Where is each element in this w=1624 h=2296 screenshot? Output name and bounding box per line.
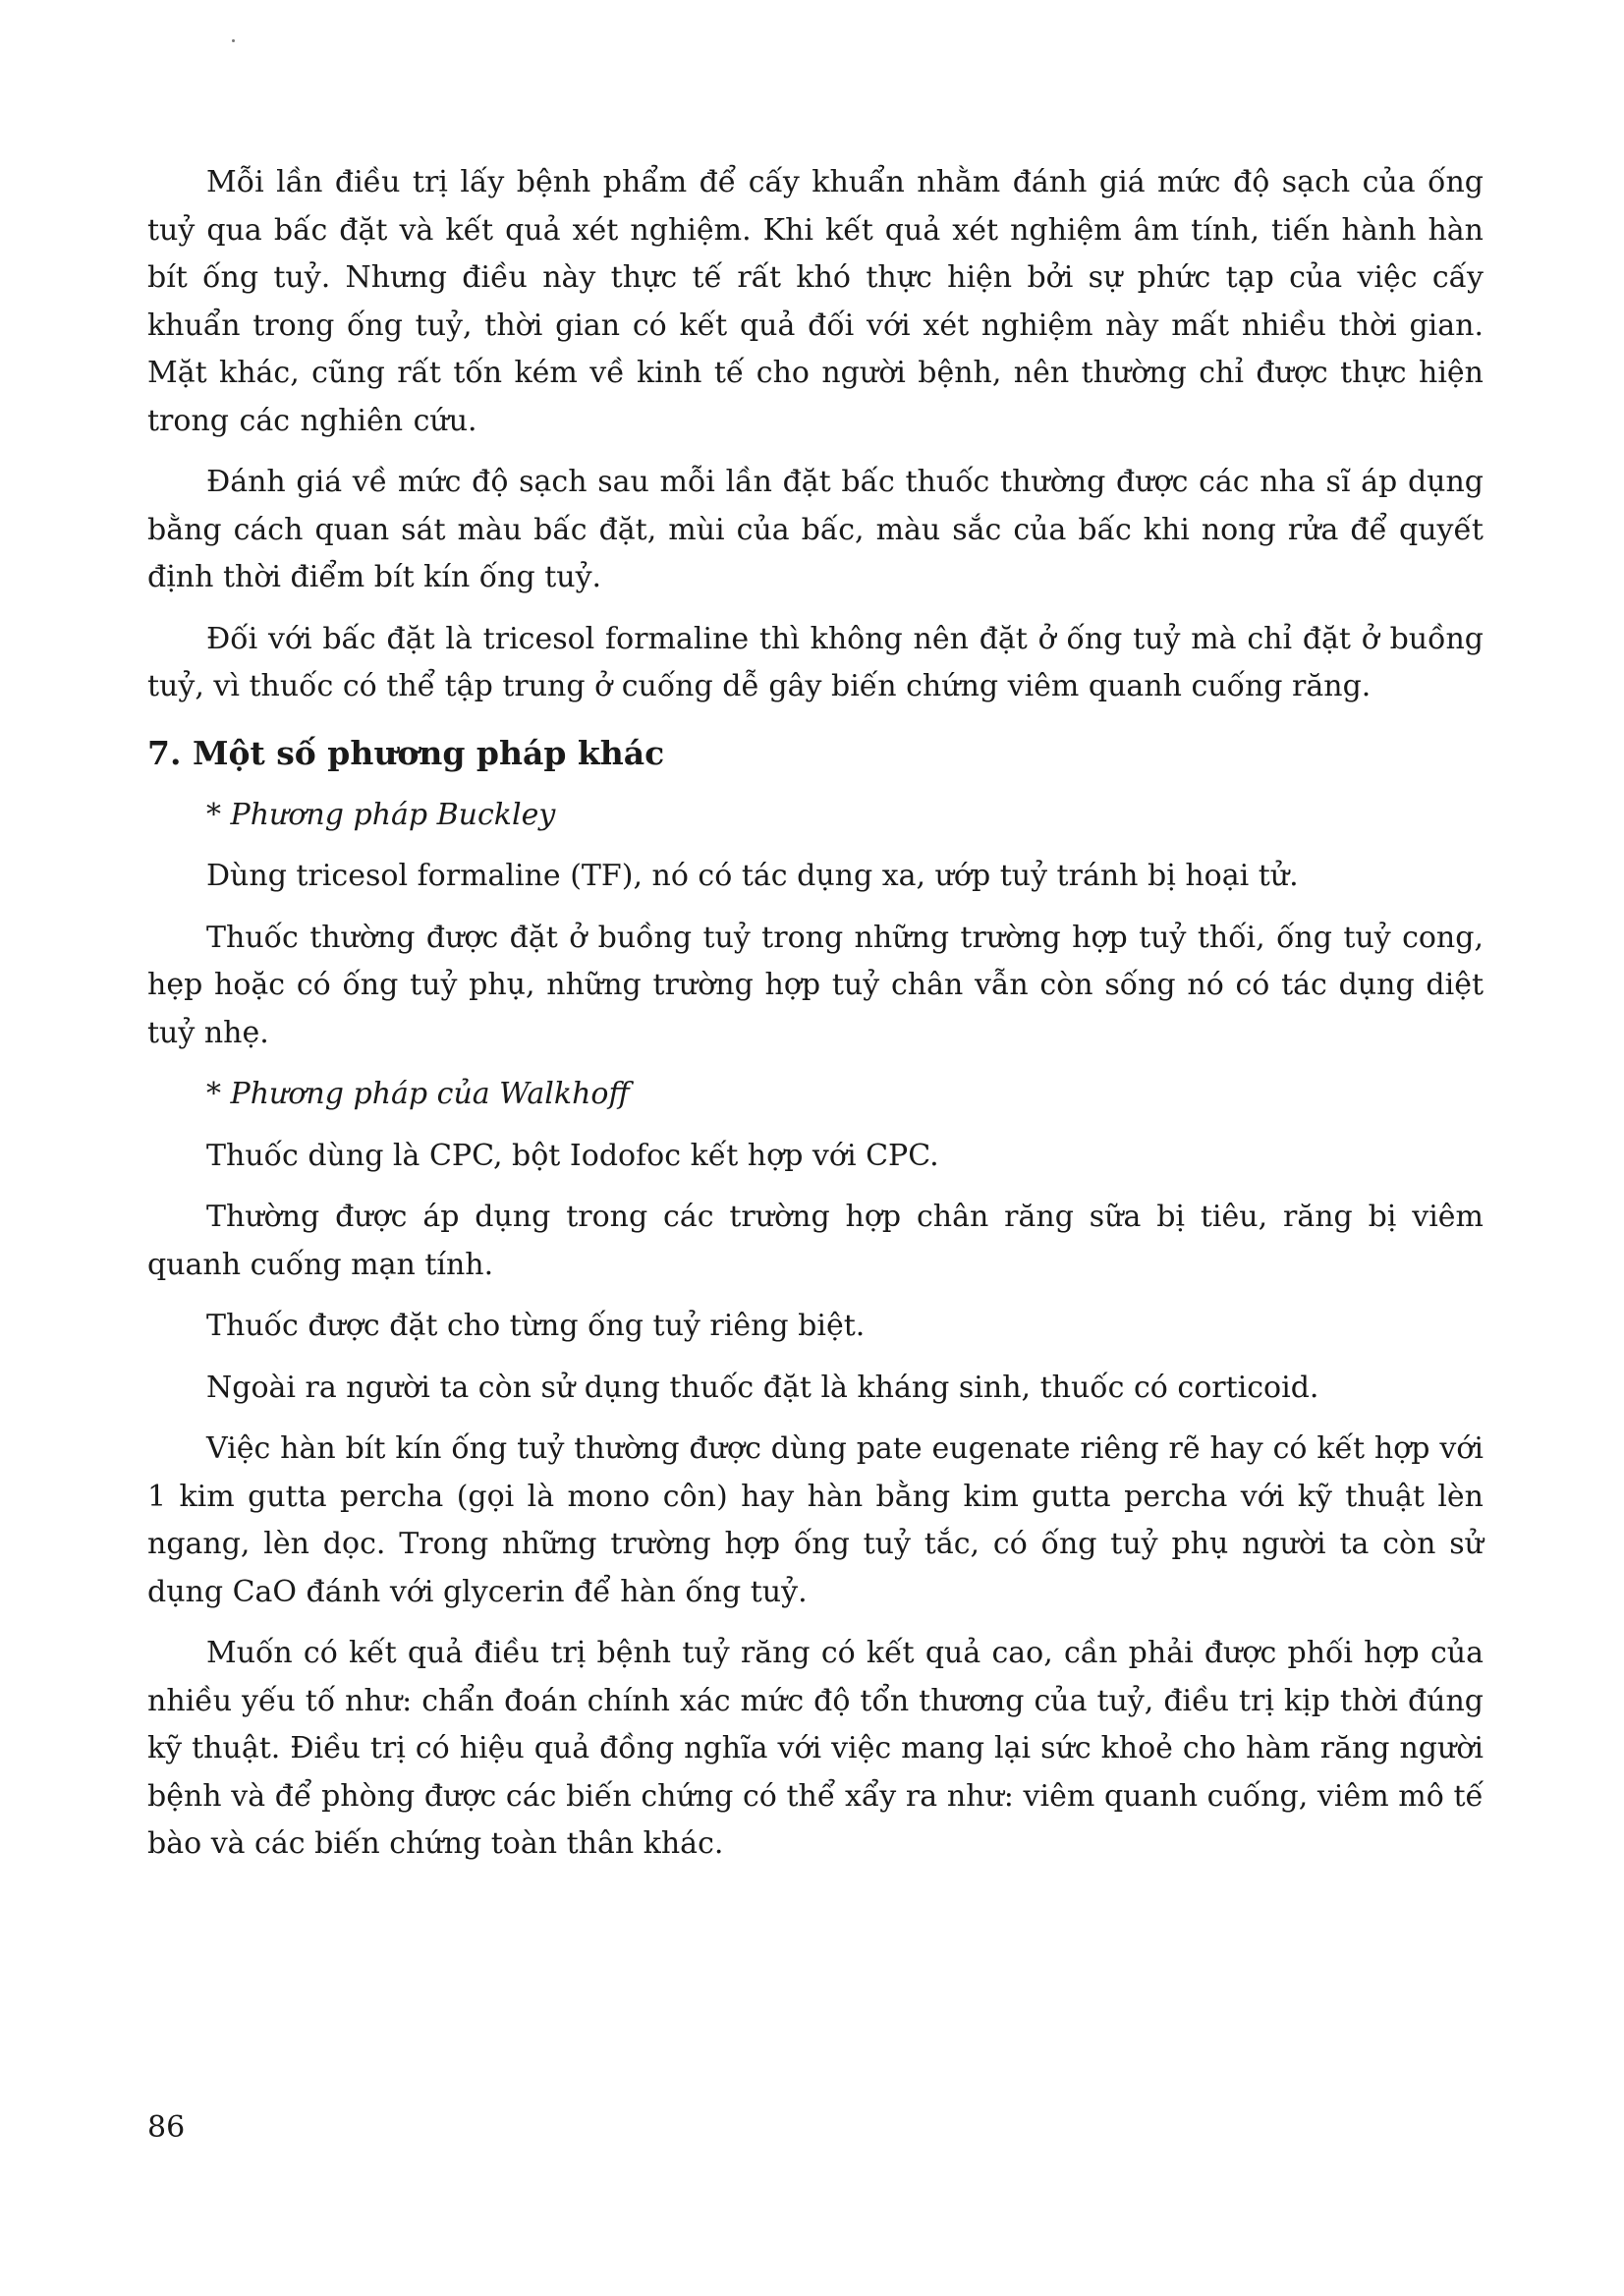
paragraph-walkhoff-1: Thuốc dùng là CPC, bột Iodofoc kết hợp với CPC. [206,1138,939,1173]
method-title-walkhoff: * Phương pháp của Walkhoff [206,1077,630,1111]
paragraph-obturation: Việc hàn bít kín ống tuỷ thường được dùng pate eugenate riêng rẽ hay có kết hợp với 1 kim gutta percha (gọi là mono côn) hay hàn bằng kim gutta percha với kỹ thuật lèn ngang, lèn dọc. Trong những trường hợp ống tuỷ tắc, có ống tuỷ phụ người ta còn sử dụng CaO đánh với glycerin để hàn ống tuỷ. [147,1431,1484,1609]
paragraph-buckley-1: Dùng tricesol formaline (TF), nó có tác dụng xa, ướp tuỷ tránh bị hoại tử. [206,859,1299,893]
paragraph-walkhoff-4: Ngoài ra người ta còn sử dụng thuốc đặt là kháng sinh, thuốc có corticoid. [206,1370,1319,1405]
page-number: 86 [147,2110,186,2145]
page-body [147,159,1484,1882]
scan-speck [232,39,235,42]
paragraph-walkhoff-3: Thuốc được đặt cho từng ống tuỷ riêng biệt. [206,1309,866,1343]
paragraph-tricesol-formaline: Đối với bấc đặt là tricesol formaline thì không nên đặt ở ống tuỷ mà chỉ đặt ở buồng tuỷ, vì thuốc có thể tập trung ở cuống dễ gây biến chứng viêm quanh cuống răng. [147,621,1484,703]
paragraph-cleanliness-assessment: Đánh giá về mức độ sạch sau mỗi lần đặt bấc thuốc thường được các nha sĩ áp dụng bằng cách quan sát màu bấc đặt, mùi của bấc, màu sắc của bấc khi nong rửa để quyết định thời điểm bít kín ống tuỷ. [147,465,1484,594]
section-heading: 7. Một số phương pháp khác [147,733,665,772]
method-title-buckley: * Phương pháp Buckley [206,797,556,832]
paragraph-culture-evaluation: Mỗi lần điều trị lấy bệnh phẩm để cấy khuẩn nhằm đánh giá mức độ sạch của ống tuỷ qua bấc đặt và kết quả xét nghiệm. Khi kết quả xét nghiệm âm tính, tiến hành hàn bít ống tuỷ. Nhưng điều này thực tế rất khó thực hiện bởi sự phức tạp của việc cấy khuẩn trong ống tuỷ, thời gian có kết quả đối với xét nghiệm này mất nhiều thời gian. Mặt khác, cũng rất tốn kém về kinh tế cho người bệnh, nên thường chỉ được thực hiện trong các nghiên cứu. [147,165,1484,438]
paragraph-walkhoff-2: Thường được áp dụng trong các trường hợp chân răng sữa bị tiêu, răng bị viêm quanh cuống mạn tính. [147,1200,1484,1282]
paragraph-buckley-2: Thuốc thường được đặt ở buồng tuỷ trong những trường hợp tuỷ thối, ống tuỷ cong, hẹp hoặc có ống tuỷ phụ, những trường hợp tuỷ chân vẫn còn sống nó có tác dụng diệt tuỷ nhẹ. [147,920,1484,1050]
paragraph-conclusion: Muốn có kết quả điều trị bệnh tuỷ răng có kết quả cao, cần phải được phối hợp của nhiều yếu tố như: chẩn đoán chính xác mức độ tổn thương của tuỷ, điều trị kịp thời đúng kỹ thuật. Điều trị có hiệu quả đồng nghĩa với việc mang lại sức khoẻ cho hàm răng người bệnh và để phòng được các biến chứng có thể xẩy ra như: viêm quanh cuống, viêm mô tế bào và các biến chứng toàn thân khác. [147,1636,1484,1861]
